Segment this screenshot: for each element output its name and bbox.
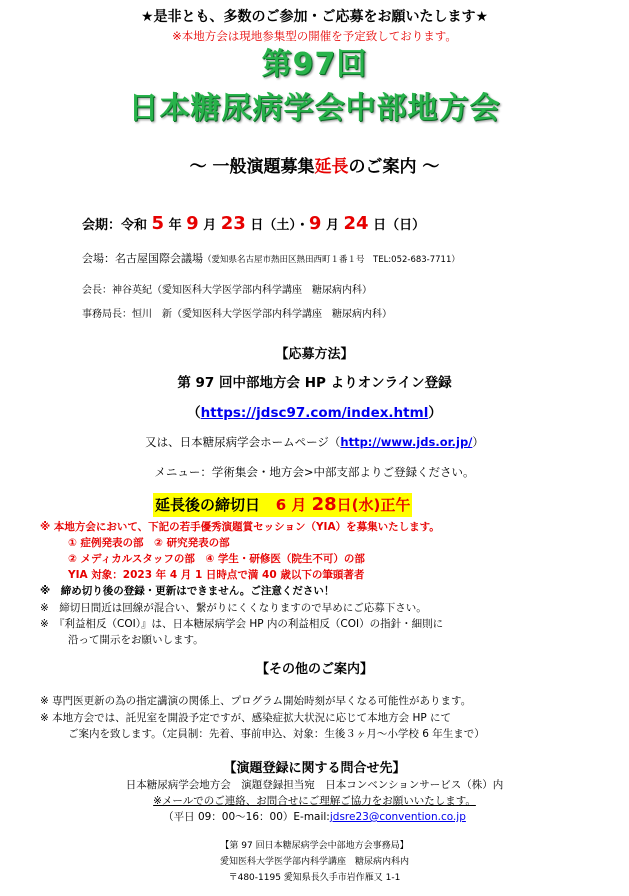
subtitle-suffix: のご案内 ～ [348, 157, 440, 177]
subtitle-prefix: ～ 一般演題募集 [189, 157, 315, 177]
session-dates [82, 210, 425, 240]
other-heading: 【その他のご案内】 [255, 662, 373, 677]
month-unit-1: 月 [203, 218, 217, 233]
jds-link[interactable]: http://www.jds.or.jp/ [340, 435, 473, 449]
day-unit-1: 日（土）・ [250, 218, 309, 233]
office-heading: 【第 97 回日本糖尿病学会中部地方会事務局】 [220, 841, 409, 851]
deadline-day: 28 [311, 494, 337, 515]
contact-email-request: ※メールでのご連絡、お問合せにご理解ご協力をお願いいたします。 [153, 795, 476, 807]
day-unit-2: 日（日） [373, 218, 426, 233]
jds-pre: 又は、日本糖尿病学会ホームページ（ [145, 435, 341, 449]
note-coi-2: 沿って開示をお願いします。 [68, 634, 204, 646]
apply-heading: 【応募方法】 [275, 347, 354, 362]
venue-line [82, 250, 460, 266]
month-2: 9 [308, 213, 322, 234]
note-coi-1: ※ 『利益相反（COI）』は、日本糖尿病学会 HP 内の利益相反（COI）の指針・細則に [40, 618, 444, 630]
contact-email-link[interactable]: jdsre23@convention.co.jp [329, 811, 466, 823]
contact-heading: 【演題登録に関する問合せ先】 [223, 761, 406, 776]
subtitle [0, 152, 629, 177]
other-note-program: ※ 専門医更新の為の指定講演の関係上、プログラム開始時刻が早くなる可能性があります。 [40, 695, 472, 707]
secretary: 事務局長：恒川 新（愛知医科大学医学部内科学講座 糖尿病内科） [82, 309, 392, 320]
office-department: 愛知医科大学医学部内科学講座 糖尿病内科内 [219, 857, 409, 867]
day-2: 24 [343, 213, 369, 234]
contact-hours: （平日 09：00～16：00）E-mail: [163, 811, 330, 823]
contact-company: 日本糖尿病学会地方会 演題登録担当宛 日本コンベンションサービス（株）内 [125, 779, 504, 791]
jds-post: ） [472, 435, 484, 449]
month-unit-2: 月 [325, 218, 339, 233]
other-note-nursery-2: ご案内を致します。（定員制：先着、事前申込、対象：生後３ヶ月～小学校 6 年生まで） [68, 728, 485, 740]
apply-url-line [0, 401, 629, 421]
deadline-month: 6 月 [275, 496, 307, 514]
venue: 会場：名古屋国際会議場 [82, 252, 203, 265]
yia-announce: ※ 本地方会において、下記の若手優秀演題賞セッション（YIA）を募集いたします。 [40, 521, 440, 533]
office-address: 〒480-1195 愛知県長久手市岩作雁又 1-1 [228, 873, 401, 883]
month-1: 9 [186, 213, 199, 234]
deadline-label: 延長後の締切日 [155, 496, 261, 514]
page-title: 日本糖尿病学会中部地方会 [128, 91, 501, 126]
deadline-banner [153, 493, 412, 517]
president: 会長：神谷英紀（愛知医科大学医学部内科学講座 糖尿病内科） [82, 285, 372, 296]
onsite-note: ※本地方会は現地参集型の開催を予定致しております。 [172, 29, 457, 43]
appeal-line: ★是非とも、多数のご参加・ご応募をお願いたします★ [140, 9, 489, 25]
yia-categories-2: ② メディカルスタッフの部 ④ 学生・研修医（院生不可）の部 [68, 553, 365, 565]
contact-hours-email [0, 809, 629, 824]
other-note-nursery-1: ※ 本地方会では、託児室を開設予定ですが、感染症拡大状況に応じて本地方会 HP にて [40, 712, 452, 724]
url-close: ） [428, 405, 442, 421]
yia-eligibility: YIA 対象：2023 年 4 月 1 日時点で満 40 歳以下の筆頭著者 [68, 569, 365, 581]
jds-line [0, 434, 629, 450]
note-no-late-registration: ※ 締め切り後の登録・更新はできません。ご注意ください！ [40, 585, 335, 597]
jdsc97-link[interactable]: https://jdsc97.com/index.html [200, 405, 429, 421]
year-unit: 年 [168, 218, 182, 233]
note-early-application: ※ 締切日間近は回線が混合い、繋がりにくくなりますので早めにご応募下さい。 [40, 602, 427, 614]
day-1: 23 [220, 213, 246, 234]
deadline-time: 日(水)正午 [336, 496, 411, 514]
subtitle-extension: 延長 [314, 157, 349, 177]
dates-label: 会期：令和 [82, 218, 148, 233]
year: 5 [151, 213, 165, 234]
yia-categories-1: ① 症例発表の部 ② 研究発表の部 [68, 537, 230, 549]
menu-instruction: メニュー：学術集会・地方会>中部支部よりご登録ください。 [154, 465, 475, 479]
title-edition: 第97回 [261, 47, 368, 82]
venue-address: （愛知県名古屋市熱田区熱田西町１番１号 TEL:052-683-7711） [203, 255, 460, 265]
apply-online: 第 97 回中部地方会 HP よりオンライン登録 [177, 375, 452, 391]
url-open: （ [187, 405, 201, 421]
